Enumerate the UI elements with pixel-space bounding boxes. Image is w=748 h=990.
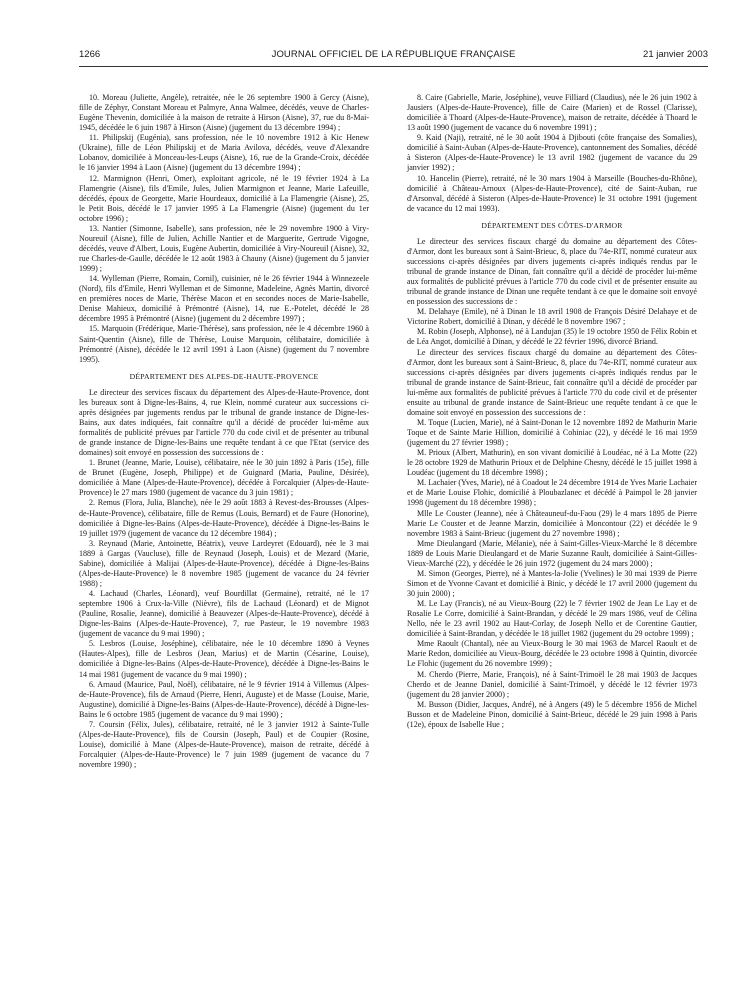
notice-paragraph: 10. Hancelin (Pierre), retraité, né le 30 mars 1904 à Marseille (Bouches-du-Rhône), domicilié à Château-Arnoux (Alpes-de-Haute-Provence), cité de Saint-Auban, rue d'Arsonval, décédé à Sisteron (Alpes-de-Haute-Provence) le 31 octobre 1991 (jugement de vacance du 12 mai 1993). xyxy=(407,173,697,213)
notice-paragraph: M. Robin (Joseph, Alphonse), né à Landujan (35) le 19 octobre 1950 de Félix Robin et de Léa Angot, domicilié à Dinan, y décédé le 22 février 1996, divorcé Briand. xyxy=(407,327,697,347)
notice-paragraph: Mme Raoult (Chantal), née au Vieux-Bourg le 30 mai 1963 de Marcel Raoult et de Marie Redon, domiciliée au Vieux-Bourg, décédée le 23 octobre 1998 à Quintin, divorcée Le Flohic (jugement du 26 novembre 1999) ; xyxy=(407,639,697,669)
notice-paragraph: 1. Brunet (Jeanne, Marie, Louise), célibataire, née le 30 juin 1892 à Paris (15e), fille de Brunet (Eugène, Joseph, Philippe) et de Guignard (Maria, Pauline, Désirée), domiciliée à Mane (Alpes-de-Haute-Provence), décédée à Forcalquier (Alpes-de-Haute-Provence) le 27 mars 1980 (jugement de vacance du 3 juin 1981) ; xyxy=(79,458,369,498)
notice-paragraph: M. Lachaier (Yves, Marie), né à Coadout le 24 décembre 1914 de Yves Marie Lachaier et de Marie Louise Flohic, domicilié à Ploubazlanec et décédé à Paimpol le 28 janvier 1998 (jugement du 18 décembre 1998) ; xyxy=(407,478,697,508)
notice-paragraph: 7. Coursin (Félix, Jules), célibataire, retraité, né le 3 janvier 1912 à Sainte-Tulle (Alpes-de-Haute-Provence), fils de Coursin (Joseph, Paul) et de Coupier (Rosine, Louise), domicilié à Mane (Alpes-de-Haute-Provence), maison de retraite, décédé à Forcalquier (Alpes-de-Haute-Provence) le 7 juin 1989 (jugement de vacance du 7 novembre 1990) ; xyxy=(79,719,369,770)
notice-paragraph: 10. Moreau (Juliette, Angèle), retraitée, née le 26 septembre 1900 à Gercy (Aisne), fille de Zéphyr, Constant Moreau et Palmyre, Anna Walmee, décédés, veuve de Charles-Eugène Thevenin, domiciliée à la maison de retraite à Hirson (Aisne), 37, rue du 8-Mai-1945, décédée le 6 juin 1987 à Hirson (Aisne) (jugement du 13 décembre 1994) ; xyxy=(79,93,369,133)
department-heading: DÉPARTEMENT DES CÔTES-D'ARMOR xyxy=(481,220,623,230)
notice-paragraph: 2. Remus (Flora, Julia, Blanche), née le 29 août 1883 à Revest-des-Brousses (Alpes-de-Haute-Provence), célibataire, fille de Remus (Louis, Bernard) et de Faure (Honorine), domiciliée à Digne-les-Bains (Alpes-de-Haute-Provence), décédée à Digne-les-Bains le 19 juillet 1979 (jugement de vacance du 12 décembre 1984) ; xyxy=(79,498,369,538)
issue-date: 21 janvier 2003 xyxy=(643,49,708,60)
notice-paragraph: M. Le Lay (Francis), né au Vieux-Bourg (22) le 7 février 1902 de Jean Le Lay et de Rosalie Le Corre, domicilié à Saint-Brandan, y décédé le 29 mars 1986, veuf de Célina Nello, née le 23 avril 1902 au Haut-Corlay, de Joseph Nello et de Corentine Gautier, domiciliée à Saint-Brandan, y décédée le 18 juillet 1982 (jugement du 29 octobre 1999) ; xyxy=(407,599,697,639)
notice-paragraph: Le directeur des services fiscaux chargé du domaine au département des Côtes-d'Armor, dont les bureaux sont à Saint-Brieuc, 8, place du 74e-RIT, nommé curateur aux successions ci-après désignées par divers jugements ci-après indiqués rendus par le tribunal de grande instance de Saint-Brieuc, fait connaître qu'il a décidé de procéder par lui-même aux formalités de publicité prévues à l'article 770 du code civil et de présenter ensuite au tribunal de grande instance de Saint-Brieuc une requête tendant à ce que le domaine soit envoyé en possession des successions de : xyxy=(407,347,697,417)
notice-paragraph: M. Prioux (Albert, Mathurin), en son vivant domicilié à Loudéac, né à La Motte (22) le 28 octobre 1929 de Mathurin Prioux et de Delphine Chesny, décédé le 15 juillet 1998 à Loudéac (jugement du 18 décembre 1998) ; xyxy=(407,448,697,478)
notice-paragraph: 6. Arnaud (Maurice, Paul, Noël), célibataire, né le 9 février 1914 à Villemus (Alpes-de-Haute-Provence), fils de Arnaud (Pierre, Henri, Auguste) et de Masse (Louise, Marie, Augustine), domicilié à Digne-les-Bains (Alpes-de-Haute-Provence), décédé à Digne-les-Bains le 6 octobre 1985 (jugement de vacance du 9 mai 1990) ; xyxy=(79,679,369,719)
notice-paragraph: 5. Lesbros (Louise, Joséphine), célibataire, née le 10 décembre 1890 à Veynes (Hautes-Alpes), fille de Lesbros (Jean, Marius) et de Martin (Césarine, Louise), domiciliée à Digne-les-Bains (Alpes-de-Haute-Provence), décédée à Digne-les-Bains le 14 mai 1981 (jugement de vacance du 9 mai 1990) ; xyxy=(79,639,369,679)
notice-paragraph: Le directeur des services fiscaux chargé du domaine au département des Côtes-d'Armor, dont les bureaux sont à Saint-Brieuc, 8, place du 74e-RIT, nommé curateur aux successions ci-après désignées par divers jugements ci-après indiqués rendus par le tribunal de grande instance de Dinan, fait connaître qu'il a décidé de procéder lui-même aux formalités de publicité prévues à l'article 770 du code civil et de présenter ensuite au tribunal de grande instance de Dinan une requête tendant à ce que le domaine soit envoyé en possession des successions de : xyxy=(407,236,697,307)
notice-paragraph: 14. Wylleman (Pierre, Romain, Cornil), cuisinier, né le 26 février 1944 à Winnezeele (Nord), fils d'Emile, Henri Wylleman et de Simonne, Madeleine, Agnès Martin, divorcé en premières noces de Marie, Thérèse Macon et en secondes noces de Marie-Isabelle, Denise Mahieux, domicilié à Prémontré (Aisne), 14, rue E.-Potelet, décédé le 28 décembre 1995 à Prémontré (Aisne) (jugement du 2 décembre 1997) ; xyxy=(79,274,369,324)
page-header xyxy=(79,49,708,63)
notice-paragraph: Mlle Le Couster (Jeanne), née à Châteauneuf-du-Faou (29) le 4 mars 1895 de Pierre Marie Le Couster et de Jeanne Marzin, domiciliée à Moncontour (22) et décédée le 9 novembre 1983 à Saint-Brieuc (jugement du 27 novembre 1998) ; xyxy=(407,508,697,538)
header-rule xyxy=(79,66,708,67)
notice-paragraph: M. Simon (Georges, Pierre), né à Mantes-la-Jolie (Yvelines) le 30 mai 1939 de Pierre Simon et de Yvonne Cavant et domicilié à Binic, y décédé le 17 avril 2000 (jugement du 30 juin 2000) ; xyxy=(407,568,697,598)
notice-paragraph: M. Busson (Didier, Jacques, André), né à Angers (49) le 5 décembre 1956 de Michel Busson et de Madeleine Pinon, domicilié à Saint-Brieuc, décédé le 29 juin 1998 à Paris (12e), époux de Isabelle Hue ; xyxy=(407,699,697,729)
notice-paragraph: M. Delahaye (Emile), né à Dinan le 18 avril 1908 de François Désiré Delahaye et de Victorine Robert, domicilié à Dinan, y décédé le 8 novembre 1967 ; xyxy=(407,307,697,327)
notice-paragraph: Mme Dieulangard (Marie, Mélanie), née à Saint-Gilles-Vieux-Marché le 8 décembre 1889 de Louis Marie Dieulangard et de Marie Suzanne Rault, domiciliée à Saint-Gilles-Vieux-Marché (22), y décédée le 26 juin 1972 (jugement du 24 mars 2000) ; xyxy=(407,538,697,568)
notice-paragraph: 8. Caire (Gabrielle, Marie, Joséphine), veuve Filliard (Claudius), née le 26 juin 1902 à Jausiers (Alpes-de-Haute-Provence), fille de Caire (Marien) et de Rossel (Clarisse), domiciliée à Thoard (Alpes-de-Haute-Provence), maison de retraite, décédée à Thoard le 13 août 1990 (jugement de vacance du 6 novembre 1991) ; xyxy=(407,93,697,133)
notice-paragraph: 12. Marmignon (Henri, Omer), exploitant agricole, né le 19 février 1924 à La Flamengrie (Aisne), fils d'Emile, Jules, Julien Marmignon et Jeanne, Marie Lafeuille, décédés, époux de Georgette, Marie Hourdeaux, domicilié à La Flamengrie (Aisne), 25, le Petit Bois, décédé le 17 janvier 1995 à La Flamengrie (Aisne) (jugement du 1er octobre 1996) ; xyxy=(79,173,369,223)
left-column xyxy=(79,93,369,770)
notice-paragraph: 11. Philipskij (Eugénia), sans profession, née le 10 novembre 1912 à Kic Henew (Ukraine), fille de Léon Philipskij et de Maria Avilova, décédés, veuve d'Alexandre Lobanov, domiciliée à Monceau-les-Leups (Aisne), 16, rue de la Grande-Croix, décédée le 16 janvier 1994 à Laon (Aisne) (jugement du 13 décembre 1994) ; xyxy=(79,133,369,173)
page-number: 1266 xyxy=(79,49,101,60)
notice-paragraph: 13. Nantier (Simonne, Isabelle), sans profession, née le 29 novembre 1900 à Viry-Noureuil (Aisne), fille de Julien, Achille Nantier et de Marguerite, Gertrude Vigogne, décédés, veuve d'Albert, Louis, Eugène Aubertin, domiciliée à Viry-Noureuil (Aisne), 32, rue Charles-de-Gaulle, décédée le 12 août 1983 à Chauny (Aisne) (jugement du 5 janvier 1999) ; xyxy=(79,223,369,274)
notice-paragraph: Le directeur des services fiscaux du département des Alpes-de-Haute-Provence, dont les bureaux sont à Digne-les-Bains, 4, rue Klein, nommé curateur aux successions ci-après désignées par jugements rendus par le tribunal de grande instance de Digne-les-Bains, aux dates indiquées, fait connaître qu'il a décidé de procéder lui-même aux formalités de publicité prévues par l'article 770 du code civil et de présenter au tribunal de grande instance de Digne-les-Bains une requête tendant à ce que l'Etat (service des domaines) soit envoyé en possession des successions de : xyxy=(79,387,369,458)
right-column xyxy=(407,93,697,730)
journal-title: JOURNAL OFFICIEL DE LA RÉPUBLIQUE FRANÇAISE xyxy=(271,49,516,60)
notice-paragraph: 9. Kaid (Naji), retraité, né le 30 août 1904 à Djibouti (côte française des Somalies), domicilié à Saint-Auban (Alpes-de-Haute-Provence), cantonnement des Somalies, décédé à Sisteron (Alpes-de-Haute-Provence) le 13 avril 1982 (jugement de vacance du 29 janvier 1992) ; xyxy=(407,133,697,173)
notice-paragraph: M. Toque (Lucien, Marie), né à Saint-Donan le 12 novembre 1892 de Mathurin Marie Toque et de Sainte Marie Hillion, domicilié à Cohiniac (22), y décédé le 16 mai 1959 (jugement du 27 février 1998) ; xyxy=(407,417,697,448)
department-heading: DÉPARTEMENT DES ALPES-DE-HAUTE-PROVENCE xyxy=(129,371,319,381)
notice-paragraph: 3. Reynaud (Marie, Antoinette, Béatrix), veuve Lardeyret (Edouard), née le 3 mai 1889 à Gargas (Vaucluse), fille de Reynaud (Joseph, Louis) et de Mezard (Marie, Sabine), domiciliée à Malijai (Alpes-de-Haute-Provence), décédée à Digne-les-Bains (Alpes-de-Haute-Provence) le 8 novembre 1985 (jugement de vacance du 24 février 1988) ; xyxy=(79,538,369,588)
notice-paragraph: 15. Marquoin (Frédérique, Marie-Thérèse), sans profession, née le 4 décembre 1960 à Saint-Quentin (Aisne), fille de Thérèse, Louise Marquoin, célibataire, domiciliée à Prémontré (Aisne), décédée le 12 avril 1991 à Laon (Aisne) (jugement du 7 novembre 1995). xyxy=(79,324,369,364)
notice-paragraph: 4. Lachaud (Charles, Léonard), veuf Bourdillat (Germaine), retraité, né le 17 septembre 1906 à Crux-la-Ville (Nièvre), fils de Lachaud (Léonard) et de Mignot (Pauline, Rosalie, Jeanne), domicilié à Beauvezer (Alpes-de-Haute-Provence), décédé à Digne-les-Bains (Alpes-de-Haute-Provence), 7, rue Pasteur, le 19 novembre 1983 (jugement de vacance du 9 mai 1990) ; xyxy=(79,589,369,639)
notice-paragraph: M. Cherdo (Pierre, Marie, François), né à Saint-Trimoël le 28 mai 1903 de Jacques Cherdo et de Jeanne Daniel, domicilié à Saint-Trimoël, y décédé le 12 février 1973 (jugement du 28 janvier 2000) ; xyxy=(407,669,697,699)
